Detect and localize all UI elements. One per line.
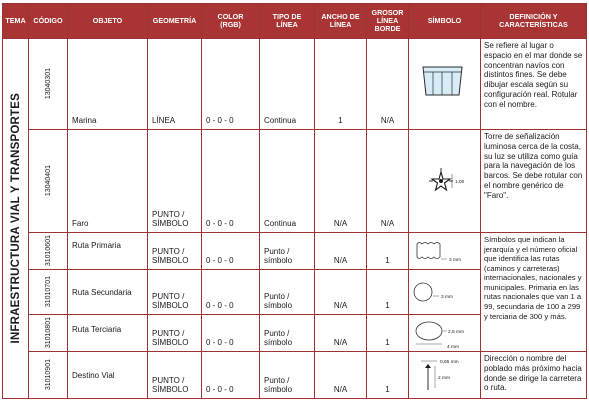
header-tipo-linea: TIPO DE LÍNEA bbox=[259, 3, 315, 39]
symbol-dimension-label-2: 4 mm bbox=[447, 345, 459, 350]
codigo-cell: 13040401 bbox=[28, 129, 68, 233]
geometria-cell: PUNTO / SÍMBOLO bbox=[147, 269, 202, 315]
header-simbolo: SÍMBOLO bbox=[408, 3, 481, 39]
header-codigo: CÓDIGO bbox=[28, 3, 68, 39]
grosor-cell: N/A bbox=[366, 129, 409, 233]
header-color: COLOR (RGB) bbox=[201, 3, 260, 39]
grosor-cell: 1 bbox=[366, 314, 409, 352]
definicion-cell: Torre de señalización luminosa cerca de la costa, su luz se utiliza como guía para la navegación de los barcos. Se debe rotular con el nombre genérico de "Faro". bbox=[480, 129, 587, 233]
codigo-cell: 31010601 bbox=[28, 232, 68, 270]
grosor-cell: N/A bbox=[366, 38, 409, 130]
color-cell: 0 - 0 - 0 bbox=[201, 269, 260, 315]
ellipse-route-icon bbox=[409, 315, 480, 351]
symbol-dimension-label: 2,5 mm bbox=[448, 330, 464, 335]
header-objeto: OBJETO bbox=[67, 3, 148, 39]
simbolo-cell bbox=[408, 351, 481, 399]
ancho-linea-cell: N/A bbox=[314, 232, 367, 270]
circle-route-icon bbox=[409, 270, 480, 314]
symbol-dimension-label: 0,65 mm bbox=[440, 360, 459, 365]
objeto-cell: Ruta Secundaria bbox=[67, 269, 148, 315]
geometria-cell: LÍNEA bbox=[147, 38, 202, 130]
tipo-linea-cell: Punto / símbolo bbox=[259, 351, 315, 399]
objeto-cell: Marina bbox=[67, 38, 148, 130]
simbolo-cell bbox=[408, 314, 481, 352]
header-grosor-linea-borde: GROSOR LÍNEA BORDE bbox=[366, 3, 409, 39]
header-ancho-linea: ANCHO DE LÍNEA bbox=[314, 3, 367, 39]
marina-symbol-icon bbox=[409, 39, 480, 129]
arrow-destination-icon bbox=[409, 352, 480, 398]
codigo-cell: 31010901 bbox=[28, 351, 68, 399]
header-geometria: GEOMETRÍA bbox=[147, 3, 202, 39]
codigo-cell: 31010701 bbox=[28, 269, 68, 315]
geometria-cell: PUNTO / SÍMBOLO bbox=[147, 314, 202, 352]
tipo-linea-cell: Continua bbox=[259, 38, 315, 130]
symbol-dimension-label: 3 mm bbox=[449, 258, 461, 263]
simbolo-cell bbox=[408, 38, 481, 130]
symbol-dimension-label: 3 mm bbox=[441, 295, 453, 300]
geometria-cell: PUNTO / SÍMBOLO bbox=[147, 129, 202, 233]
ancho-linea-cell: N/A bbox=[314, 129, 367, 233]
color-cell: 0 - 0 - 0 bbox=[201, 232, 260, 270]
tipo-linea-cell: Punto / símbolo bbox=[259, 269, 315, 315]
objeto-cell: Faro bbox=[67, 129, 148, 233]
grosor-cell: 1 bbox=[366, 269, 409, 315]
ancho-linea-cell: N/A bbox=[314, 314, 367, 352]
definicion-rutas-cell: Símbolos que indican la jerarquía y el número oficial que identifica las rutas (caminos y carreteras) internacionales, nacionales y municipales. Primaria en las rutas nacionales que van 1 a 99, secundaria de 100 a 299 y terciaria de 300 y más. bbox=[480, 232, 587, 352]
ancho-linea-cell: N/A bbox=[314, 269, 367, 315]
color-cell: 0 - 0 - 0 bbox=[201, 129, 260, 233]
codigo-cell: 13040301 bbox=[28, 38, 68, 130]
simbolo-cell bbox=[408, 129, 481, 233]
symbol-dimension-label-2: 2 mm bbox=[438, 376, 450, 381]
geometria-cell: PUNTO / SÍMBOLO bbox=[147, 232, 202, 270]
grosor-cell: 1 bbox=[366, 232, 409, 270]
geometria-cell: PUNTO / SÍMBOLO bbox=[147, 351, 202, 399]
lighthouse-star-icon bbox=[409, 130, 480, 232]
color-cell: 0 - 0 - 0 bbox=[201, 314, 260, 352]
grosor-cell: 1 bbox=[366, 351, 409, 399]
color-cell: 0 - 0 - 0 bbox=[201, 351, 260, 399]
definicion-cell: Se refiere al lugar o espacio en el mar donde se concentran navíos con distintos fines. Se debe dibujar escala según su configuración real. Rotular con el nombre. bbox=[480, 38, 587, 130]
tema-cell: INFRAESTRUCTURA VIAL Y TRANSPORTES bbox=[2, 38, 29, 399]
symbol-dimension-label: 1,00 bbox=[455, 180, 465, 185]
tipo-linea-cell: Continua bbox=[259, 129, 315, 233]
codigo-cell: 31010801 bbox=[28, 314, 68, 352]
objeto-cell: Ruta Primaria bbox=[67, 232, 148, 270]
simbolo-cell bbox=[408, 269, 481, 315]
definicion-cell: Dirección o nombre del poblado más próximo hacia donde se dirige la carretera o ruta. bbox=[480, 351, 587, 399]
color-cell: 0 - 0 - 0 bbox=[201, 38, 260, 130]
objeto-cell: Ruta Terciaria bbox=[67, 314, 148, 352]
ancho-linea-cell: N/A bbox=[314, 351, 367, 399]
tipo-linea-cell: Punto / símbolo bbox=[259, 232, 315, 270]
symbology-table bbox=[2, 3, 587, 399]
simbolo-cell bbox=[408, 232, 481, 270]
objeto-cell: Destino Vial bbox=[67, 351, 148, 399]
ancho-linea-cell: 1 bbox=[314, 38, 367, 130]
shield-route-icon bbox=[409, 233, 480, 269]
header-tema: TEMA bbox=[2, 3, 29, 39]
header-definicion: DEFINICIÓN Y CARACTERÍSTICAS bbox=[480, 3, 587, 39]
tipo-linea-cell: Punto / símbolo bbox=[259, 314, 315, 352]
